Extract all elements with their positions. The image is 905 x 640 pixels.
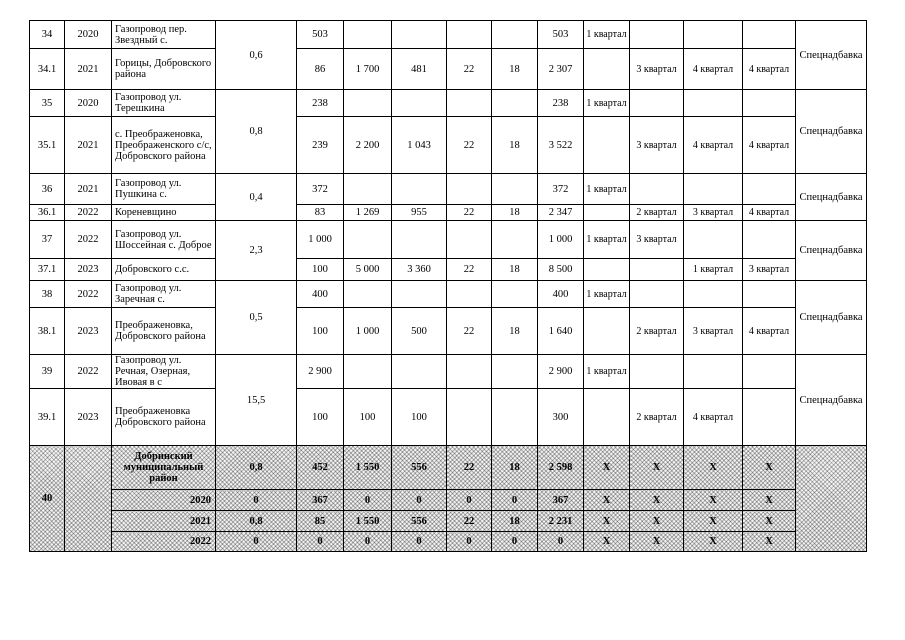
total-cell: 0 — [538, 532, 584, 552]
cost-cell: 18 — [492, 511, 538, 532]
total-cell: 2 231 — [538, 511, 584, 532]
quarter-cell: 4 квартал — [743, 205, 796, 221]
x-mark: X — [743, 511, 796, 532]
quarter-cell: 1 квартал — [584, 281, 630, 308]
x-mark: X — [584, 490, 630, 511]
quarter-cell: 3 квартал — [630, 49, 684, 90]
cost-cell: 86 — [297, 49, 344, 90]
total-cell: 2 598 — [538, 446, 584, 490]
quarter-cell: 3 квартал — [630, 117, 684, 174]
quarter-cell: 4 квартал — [743, 117, 796, 174]
table-row — [30, 90, 867, 117]
cost-cell: 367 — [297, 490, 344, 511]
row-number: 34.1 — [30, 49, 65, 90]
cost-cell: 481 — [392, 49, 447, 90]
row-year: 2020 — [65, 90, 112, 117]
quarter-cell: 4 квартал — [743, 308, 796, 355]
x-mark: X — [630, 490, 684, 511]
length-cell: 15,5 — [216, 355, 297, 446]
summary-year: 2021 — [112, 511, 216, 532]
cost-cell: 1 550 — [344, 511, 392, 532]
object-name: Газопровод ул. Пушкина с. — [112, 174, 216, 205]
x-mark: X — [630, 511, 684, 532]
object-name: с. Преображеновка, Преображенского с/с, Добровского района — [112, 117, 216, 174]
total-cell: 2 347 — [538, 205, 584, 221]
cost-cell: 0 — [492, 532, 538, 552]
total-cell: 400 — [538, 281, 584, 308]
row-year: 2022 — [65, 221, 112, 259]
cost-cell: 22 — [447, 49, 492, 90]
cost-cell: 18 — [492, 446, 538, 490]
quarter-cell: 4 квартал — [684, 49, 743, 90]
object-name: Преображеновка, Добровского района — [112, 308, 216, 355]
row-number: 36 — [30, 174, 65, 205]
cost-cell: 83 — [297, 205, 344, 221]
table-row — [30, 49, 867, 90]
cost-cell: 18 — [492, 117, 538, 174]
total-cell: 2 900 — [538, 355, 584, 389]
table-row — [30, 389, 867, 446]
cost-cell: 100 — [392, 389, 447, 446]
cost-cell: 400 — [297, 281, 344, 308]
quarter-cell: 3 квартал — [684, 205, 743, 221]
row-number: 37.1 — [30, 259, 65, 281]
cost-cell: 22 — [447, 308, 492, 355]
x-mark: X — [630, 532, 684, 552]
cost-cell: 955 — [392, 205, 447, 221]
special-cell: Спецнадбавка — [796, 174, 867, 221]
object-name: Кореневщино — [112, 205, 216, 221]
cost-cell: 22 — [447, 446, 492, 490]
row-number: 38 — [30, 281, 65, 308]
row-year: 2023 — [65, 389, 112, 446]
quarter-cell: 4 квартал — [684, 389, 743, 446]
quarter-cell: 2 квартал — [630, 308, 684, 355]
cost-cell: 503 — [297, 21, 344, 49]
summary-year: 2022 — [112, 532, 216, 552]
cost-cell: 1 000 — [344, 308, 392, 355]
cost-cell: 85 — [297, 511, 344, 532]
length-cell: 0,8 — [216, 446, 297, 490]
cost-cell: 3 360 — [392, 259, 447, 281]
object-name: Газопровод ул. Шоссейная с. Доброе — [112, 221, 216, 259]
length-cell: 0,8 — [216, 511, 297, 532]
cost-cell: 1 269 — [344, 205, 392, 221]
cost-cell: 2 900 — [297, 355, 344, 389]
total-cell: 3 522 — [538, 117, 584, 174]
x-mark: X — [743, 532, 796, 552]
summary-row — [30, 446, 867, 490]
cost-cell: 100 — [297, 389, 344, 446]
cost-cell: 0 — [392, 532, 447, 552]
cost-cell: 22 — [447, 205, 492, 221]
special-cell: Спецнадбавка — [796, 281, 867, 355]
quarter-cell: 4 квартал — [684, 117, 743, 174]
row-year: 2022 — [65, 281, 112, 308]
cost-cell: 0 — [447, 532, 492, 552]
cost-cell: 0 — [344, 490, 392, 511]
cost-cell: 22 — [447, 117, 492, 174]
quarter-cell: 1 квартал — [584, 174, 630, 205]
row-year: 2023 — [65, 308, 112, 355]
total-cell: 8 500 — [538, 259, 584, 281]
cost-cell: 0 — [392, 490, 447, 511]
quarter-cell: 4 квартал — [743, 49, 796, 90]
cost-cell: 0 — [297, 532, 344, 552]
row-year: 2021 — [65, 174, 112, 205]
row-number: 38.1 — [30, 308, 65, 355]
cost-cell: 239 — [297, 117, 344, 174]
cost-cell: 1 550 — [344, 446, 392, 490]
table-row — [30, 21, 867, 49]
table-row — [30, 259, 867, 281]
summary-number: 40 — [30, 446, 65, 552]
total-cell: 367 — [538, 490, 584, 511]
cost-cell: 22 — [447, 511, 492, 532]
object-name: Газопровод пер. Звездный с. — [112, 21, 216, 49]
x-mark: X — [630, 446, 684, 490]
summary-year: 2020 — [112, 490, 216, 511]
x-mark: X — [584, 446, 630, 490]
x-mark: X — [684, 511, 743, 532]
summary-row — [30, 490, 867, 511]
table-row — [30, 174, 867, 205]
cost-cell: 100 — [344, 389, 392, 446]
row-year: 2022 — [65, 355, 112, 389]
row-number: 34 — [30, 21, 65, 49]
length-cell: 0,6 — [216, 21, 297, 90]
special-cell: Спецнадбавка — [796, 21, 867, 90]
row-year: 2021 — [65, 49, 112, 90]
special-cell: Спецнадбавка — [796, 355, 867, 446]
length-cell: 0,5 — [216, 281, 297, 355]
cost-cell: 556 — [392, 511, 447, 532]
x-mark: X — [743, 446, 796, 490]
row-number: 39.1 — [30, 389, 65, 446]
cost-cell: 1 700 — [344, 49, 392, 90]
row-number: 37 — [30, 221, 65, 259]
cost-cell: 18 — [492, 308, 538, 355]
cost-cell: 22 — [447, 259, 492, 281]
total-cell: 503 — [538, 21, 584, 49]
summary-name: Добринский муниципальный район — [112, 446, 216, 490]
table-row — [30, 355, 867, 389]
x-mark: X — [584, 511, 630, 532]
cost-cell: 556 — [392, 446, 447, 490]
total-cell: 1 640 — [538, 308, 584, 355]
cost-cell: 100 — [297, 259, 344, 281]
object-name: Газопровод ул. Заречная с. — [112, 281, 216, 308]
quarter-cell: 1 квартал — [584, 21, 630, 49]
row-number: 35.1 — [30, 117, 65, 174]
row-year: 2020 — [65, 21, 112, 49]
table-row — [30, 308, 867, 355]
cost-cell: 1 043 — [392, 117, 447, 174]
cost-cell: 18 — [492, 49, 538, 90]
length-cell: 0 — [216, 490, 297, 511]
quarter-cell: 1 квартал — [584, 221, 630, 259]
cost-cell: 372 — [297, 174, 344, 205]
x-mark: X — [684, 532, 743, 552]
quarter-cell: 1 квартал — [684, 259, 743, 281]
table-row — [30, 205, 867, 221]
cost-cell: 5 000 — [344, 259, 392, 281]
object-name: Добровского с.с. — [112, 259, 216, 281]
row-number: 36.1 — [30, 205, 65, 221]
summary-row — [30, 532, 867, 552]
object-name: Газопровод ул. Терешкина — [112, 90, 216, 117]
object-name: Горицы, Добровского района — [112, 49, 216, 90]
quarter-cell: 2 квартал — [630, 205, 684, 221]
cost-cell: 238 — [297, 90, 344, 117]
special-cell: Спецнадбавка — [796, 221, 867, 281]
cost-cell: 1 000 — [297, 221, 344, 259]
x-mark: X — [684, 490, 743, 511]
length-cell: 0 — [216, 532, 297, 552]
table-row — [30, 117, 867, 174]
table-row — [30, 281, 867, 308]
total-cell: 2 307 — [538, 49, 584, 90]
summary-row — [30, 511, 867, 532]
row-number: 39 — [30, 355, 65, 389]
quarter-cell: 1 квартал — [584, 355, 630, 389]
total-cell: 238 — [538, 90, 584, 117]
cost-cell: 100 — [297, 308, 344, 355]
x-mark: X — [743, 490, 796, 511]
total-cell: 372 — [538, 174, 584, 205]
length-cell: 0,8 — [216, 90, 297, 174]
total-cell: 1 000 — [538, 221, 584, 259]
quarter-cell: 3 квартал — [630, 221, 684, 259]
object-name: Газопровод ул. Речная, Озерная, Ивовая в с — [112, 355, 216, 389]
row-year: 2022 — [65, 205, 112, 221]
row-number: 35 — [30, 90, 65, 117]
cost-cell: 0 — [492, 490, 538, 511]
object-name: Преображеновка Добровского района — [112, 389, 216, 446]
table-row — [30, 221, 867, 259]
investment-table — [29, 20, 867, 552]
row-year: 2021 — [65, 117, 112, 174]
cost-cell: 0 — [447, 490, 492, 511]
cost-cell: 18 — [492, 205, 538, 221]
cost-cell: 452 — [297, 446, 344, 490]
length-cell: 0,4 — [216, 174, 297, 221]
cost-cell: 2 200 — [344, 117, 392, 174]
x-mark: X — [584, 532, 630, 552]
cost-cell: 500 — [392, 308, 447, 355]
quarter-cell: 1 квартал — [584, 90, 630, 117]
quarter-cell: 3 квартал — [684, 308, 743, 355]
length-cell: 2,3 — [216, 221, 297, 281]
x-mark: X — [684, 446, 743, 490]
cost-cell: 18 — [492, 259, 538, 281]
quarter-cell: 3 квартал — [743, 259, 796, 281]
row-year: 2023 — [65, 259, 112, 281]
cost-cell: 0 — [344, 532, 392, 552]
total-cell: 300 — [538, 389, 584, 446]
special-cell: Спецнадбавка — [796, 90, 867, 174]
quarter-cell: 2 квартал — [630, 389, 684, 446]
